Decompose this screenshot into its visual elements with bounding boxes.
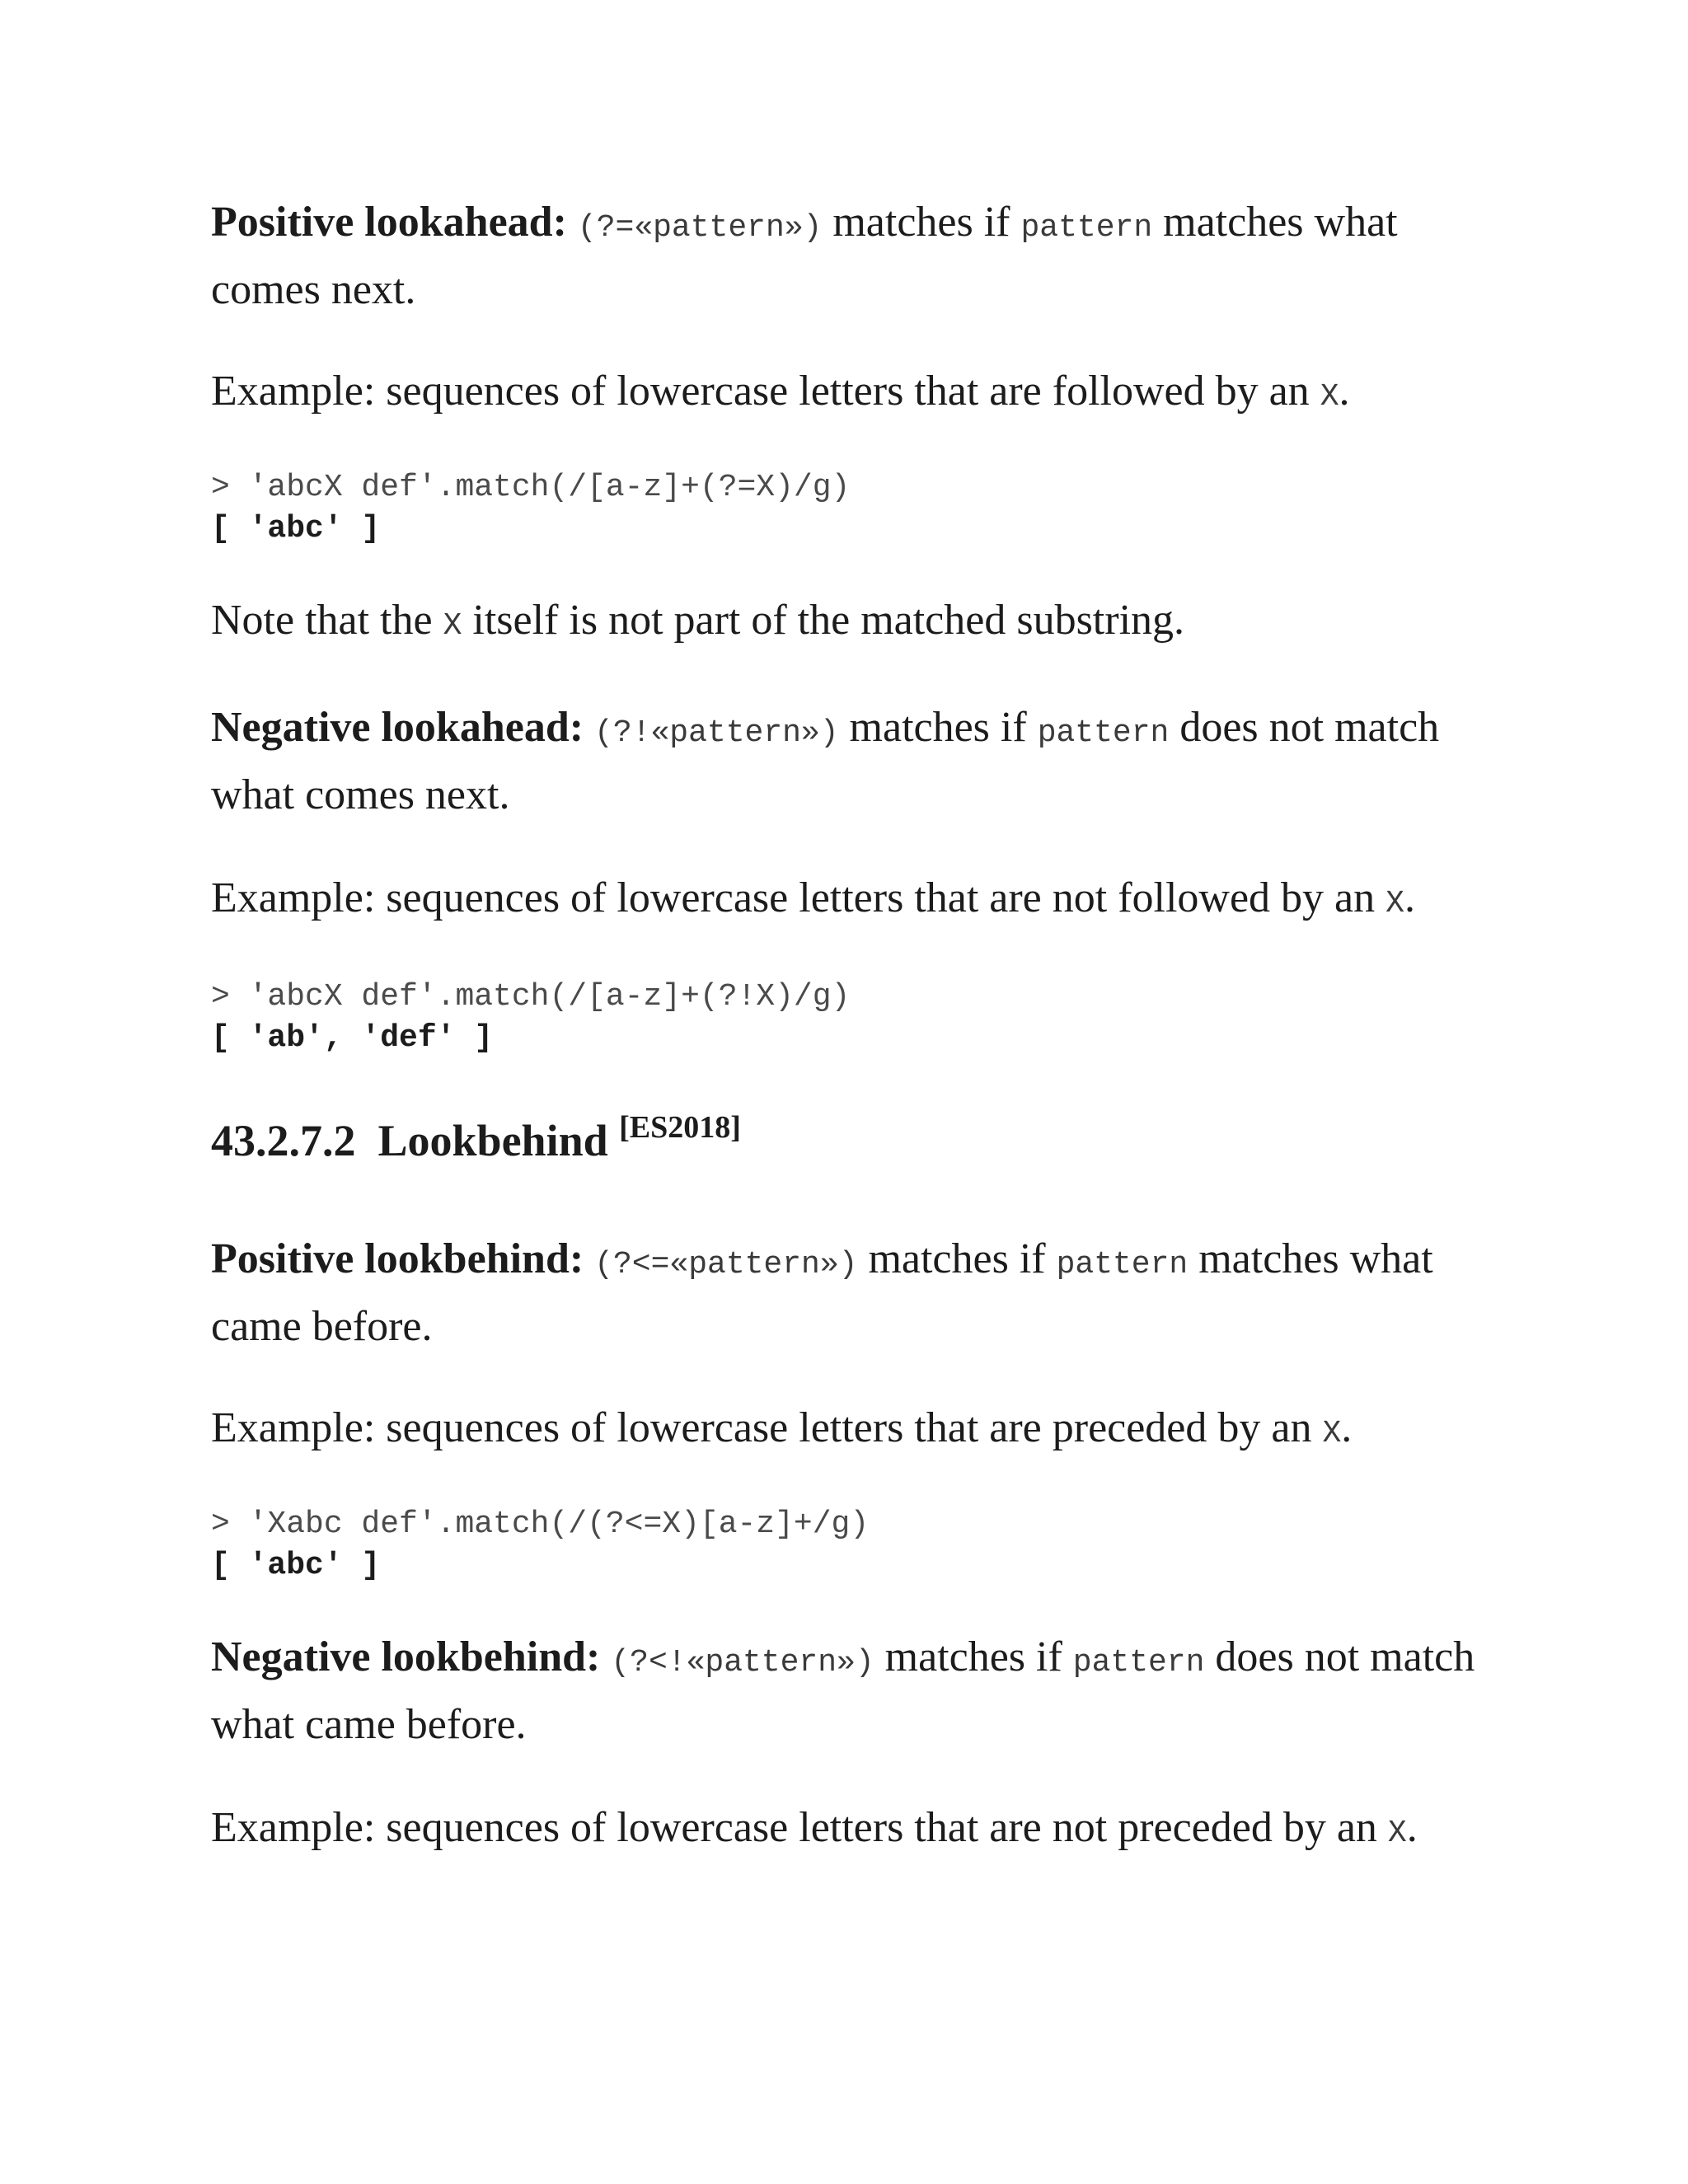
note-text-a: Note that the — [211, 597, 443, 644]
negative-lookahead-text-a: matches if — [838, 704, 1038, 751]
example-1-end: . — [1339, 368, 1350, 415]
section-title: Lookbehind — [377, 1116, 608, 1165]
code-1-output: [ 'abc' ] — [211, 511, 381, 546]
example-1-paragraph — [211, 360, 1497, 428]
example-3-paragraph — [211, 1397, 1497, 1465]
positive-lookbehind-paragraph — [211, 1228, 1497, 1357]
negative-lookbehind-code-word: pattern — [1072, 1645, 1205, 1680]
code-block-3 — [211, 1504, 1497, 1586]
note-code: X — [443, 608, 462, 644]
positive-lookahead-text-a: matches if — [822, 199, 1021, 246]
example-3-code: X — [1322, 1416, 1342, 1451]
negative-lookahead-syntax: (?!«pattern») — [594, 715, 839, 751]
positive-lookbehind-term: Positive lookbehind: — [211, 1235, 584, 1282]
code-block-1 — [211, 467, 1497, 550]
example-2-code: X — [1386, 886, 1404, 921]
example-2-text: Example: sequences of lowercase letters that are not followed by an — [211, 874, 1386, 921]
negative-lookbehind-paragraph — [211, 1626, 1497, 1755]
negative-lookahead-text-b: does not match what comes next. — [211, 704, 1440, 818]
example-3-end: . — [1341, 1404, 1353, 1451]
negative-lookahead-code-word: pattern — [1037, 715, 1170, 751]
positive-lookahead-term: Positive lookahead: — [211, 199, 567, 246]
negative-lookahead-term: Negative lookahead: — [211, 704, 584, 751]
example-4-paragraph — [211, 1795, 1497, 1867]
code-block-2 — [211, 977, 1497, 1059]
example-4-code: X — [1387, 1816, 1407, 1851]
positive-lookahead-text-b: matches what comes next. — [211, 199, 1398, 313]
code-2-input: > 'abcX def'.match(/[a-z]+(?!X)/g) — [211, 979, 851, 1015]
section-heading — [211, 1110, 1497, 1172]
positive-lookbehind-syntax: (?<=«pattern») — [594, 1247, 858, 1282]
code-3-output: [ 'abc' ] — [211, 1548, 381, 1583]
positive-lookbehind-code-word: pattern — [1056, 1247, 1189, 1282]
positive-lookahead-syntax: (?=«pattern») — [577, 210, 823, 246]
negative-lookahead-paragraph — [211, 696, 1497, 826]
code-2-output: [ 'ab', 'def' ] — [211, 1020, 494, 1056]
positive-lookahead-code-word: pattern — [1020, 210, 1153, 246]
positive-lookbehind-text-a: matches if — [857, 1235, 1057, 1282]
section-number: 43.2.7.2 — [211, 1116, 356, 1165]
negative-lookbehind-syntax: (?<!«pattern») — [611, 1645, 874, 1680]
example-4-text: Example: sequences of lowercase letters that are not preceded by an — [211, 1804, 1388, 1851]
example-1-code: X — [1320, 379, 1339, 415]
example-2-end: . — [1404, 874, 1415, 921]
note-text-b: itself is not part of the matched substring. — [462, 597, 1185, 644]
example-3-text: Example: sequences of lowercase letters that are preceded by an — [211, 1404, 1323, 1451]
negative-lookbehind-term: Negative lookbehind: — [211, 1633, 601, 1680]
page-content — [211, 191, 1497, 1867]
code-3-input: > 'Xabc def'.match(/(?<=X)[a-z]+/g) — [211, 1507, 870, 1542]
negative-lookbehind-text-a: matches if — [874, 1633, 1073, 1680]
positive-lookahead-paragraph — [211, 191, 1497, 321]
positive-lookbehind-text-b: matches what came before. — [211, 1235, 1433, 1350]
example-1-text: Example: sequences of lowercase letters that are followed by an — [211, 368, 1320, 415]
example-2-paragraph — [211, 865, 1497, 937]
negative-lookbehind-text-b: does not match what came before. — [211, 1633, 1475, 1748]
example-4-end: . — [1406, 1804, 1418, 1851]
code-1-input: > 'abcX def'.match(/[a-z]+(?=X)/g) — [211, 470, 851, 505]
es-version-badge: [ES2018] — [619, 1110, 741, 1145]
note-paragraph — [211, 589, 1497, 657]
